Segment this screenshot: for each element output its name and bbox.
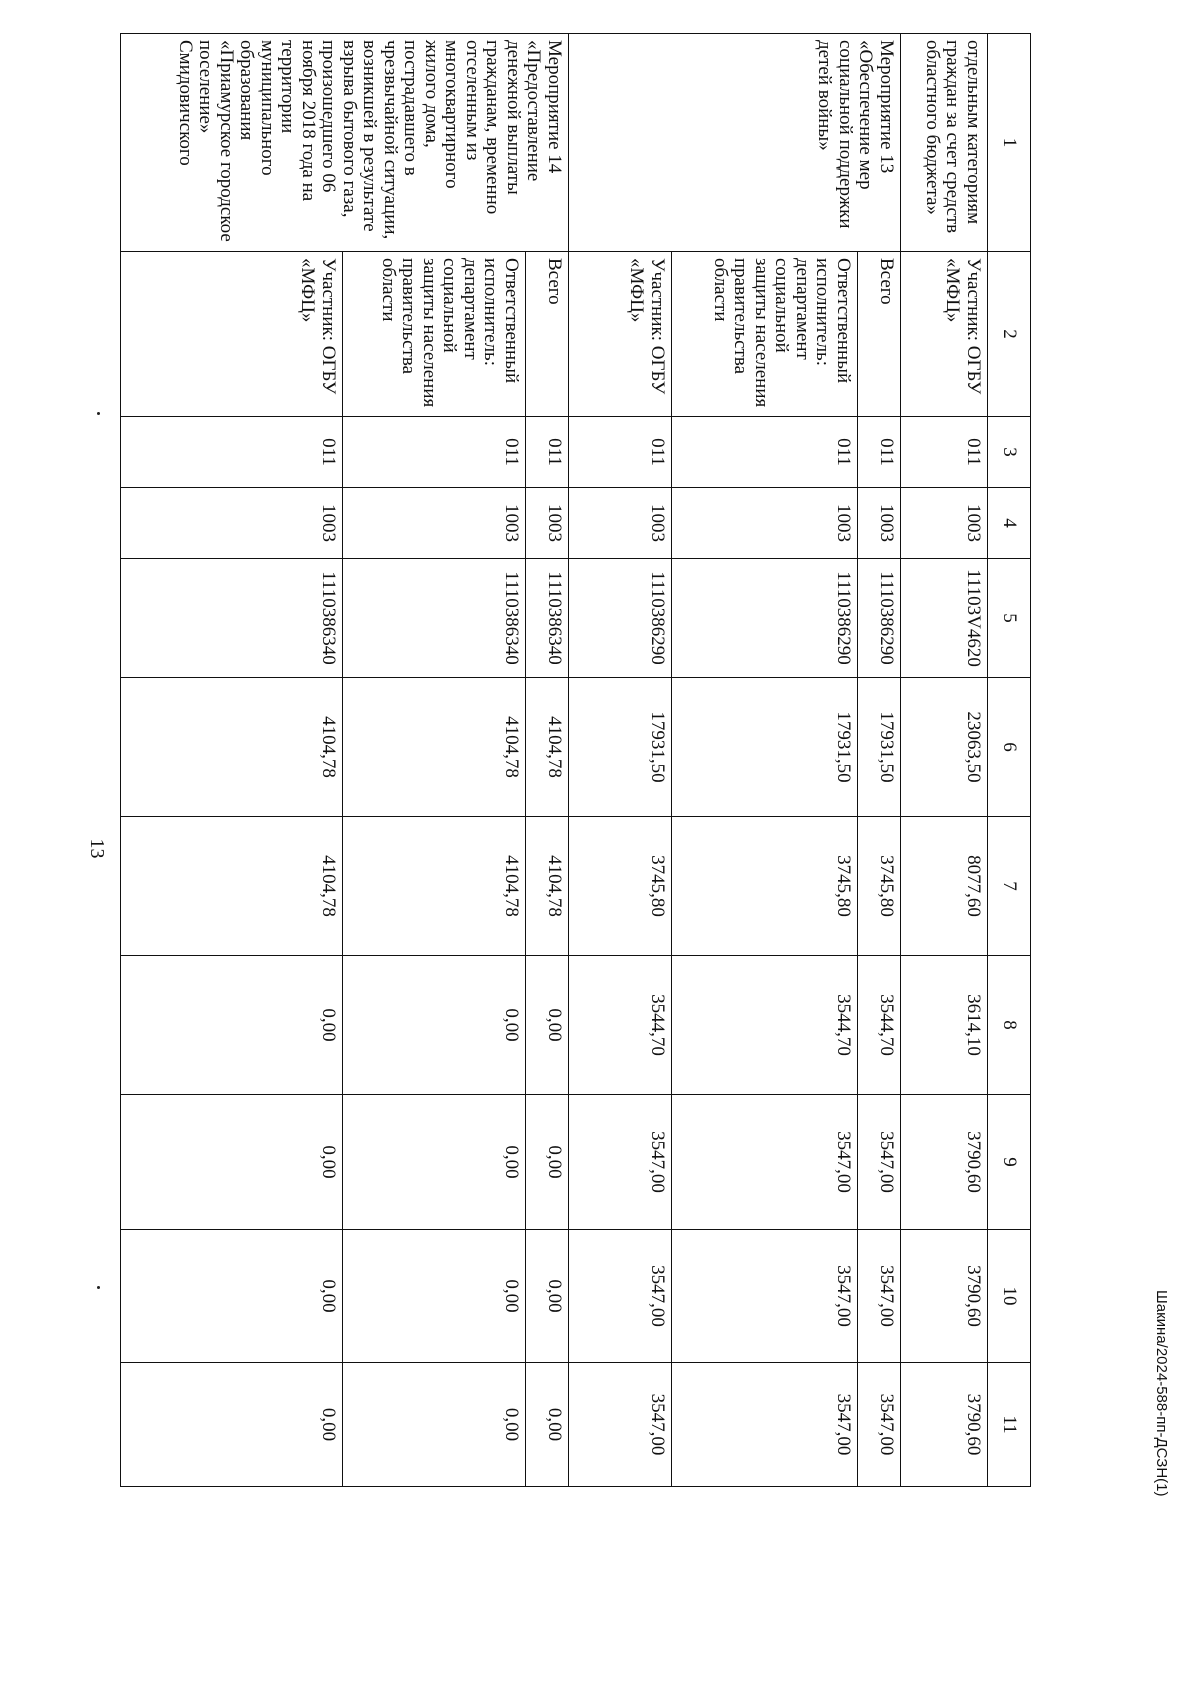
participant-cell: Ответственный исполнитель: департамент социальной защиты населения правительства области [672,252,858,417]
header-cell: 9 [988,1095,1031,1230]
value-cell: 1003 [901,488,988,559]
header-cell: 4 [988,488,1031,559]
value-cell: 3745,80 [569,817,672,956]
value-cell: 0,00 [121,956,343,1095]
value-cell: 17931,50 [672,678,858,817]
value-cell: 1110386290 [672,559,858,678]
table-row [569,34,672,1487]
value-cell: 3790,60 [901,1363,988,1487]
value-cell: 1110386340 [121,559,343,678]
value-cell: 3547,00 [858,1363,901,1487]
value-cell: 4104,78 [343,678,526,817]
value-cell: 3547,00 [858,1095,901,1230]
event-name-cell: Мероприятие 13 «Обеспечение мер социальной поддержки детей войны» [569,34,901,252]
participant-cell: Ответственный исполнитель: департамент социальной защиты населения правительства области [343,252,526,417]
table-row [343,34,526,1487]
value-cell: 3547,00 [569,1363,672,1487]
header-cell: 10 [988,1230,1031,1363]
value-cell: 3790,60 [901,1095,988,1230]
table-row [858,34,901,1487]
participant-cell: Всего [526,252,569,417]
table-row [121,34,343,1487]
value-cell: 4104,78 [121,817,343,956]
value-cell: 0,00 [343,1230,526,1363]
value-cell: 0,00 [343,1363,526,1487]
value-cell: 011 [526,417,569,488]
value-cell: 4104,78 [121,678,343,817]
value-cell: 3547,00 [672,1363,858,1487]
event-name-cell: Мероприятие 14 «Предоставление денежной выплаты гражданам, временно отселенным из многоквартирного жилого дома, пострадавшего в чрезвычайной ситуации, возникшей в результате взрыва бытового газа, произошедшего 06 ноября 2018 года на территории муниципального образования «Приамурское городское поселение» Смидовичского [121,34,569,252]
value-cell: 1110386290 [569,559,672,678]
value-cell: 0,00 [121,1095,343,1230]
value-cell: 3544,70 [672,956,858,1095]
value-cell: 3745,80 [672,817,858,956]
table-row [526,34,569,1487]
header-cell: 2 [988,252,1031,417]
value-cell: 4104,78 [343,817,526,956]
value-cell: 0,00 [526,1363,569,1487]
value-cell: 0,00 [121,1230,343,1363]
header-cell: 6 [988,678,1031,817]
header-cell: 8 [988,956,1031,1095]
header-cell: 7 [988,817,1031,956]
page-number: 13 [86,838,108,859]
value-cell: 011 [672,417,858,488]
value-cell: 0,00 [343,1095,526,1230]
participant-cell: Участник: ОГБУ «МФЦ» [121,252,343,417]
value-cell: 011 [858,417,901,488]
value-cell: 3544,70 [858,956,901,1095]
participant-cell: Участник: ОГБУ «МФЦ» [901,252,988,417]
value-cell: 17931,50 [858,678,901,817]
value-cell: 3544,70 [569,956,672,1095]
value-cell: 1003 [343,488,526,559]
value-cell: 3547,00 [672,1230,858,1363]
header-cell: 11 [988,1363,1031,1487]
value-cell: 1003 [672,488,858,559]
value-cell: 8077,60 [901,817,988,956]
participant-cell: Участник: ОГБУ «МФЦ» [569,252,672,417]
value-cell: 011 [121,417,343,488]
value-cell: 3547,00 [672,1095,858,1230]
header-cell: 5 [988,559,1031,678]
table-row [672,34,858,1487]
value-cell: 17931,50 [569,678,672,817]
value-cell: 011 [901,417,988,488]
value-cell: 1110386340 [343,559,526,678]
value-cell: 011 [343,417,526,488]
table-row [901,34,988,1487]
budget-table [120,33,1031,1487]
value-cell: 4104,78 [526,678,569,817]
value-cell: 1003 [569,488,672,559]
event-name-cell: отдельным категориям граждан за счет средств областного бюджета» [901,34,988,252]
header-cell: 3 [988,417,1031,488]
value-cell: 1110386290 [858,559,901,678]
value-cell: 3547,00 [569,1095,672,1230]
value-cell: 1110386340 [526,559,569,678]
value-cell: 3790,60 [901,1230,988,1363]
header-cell: 1 [988,34,1031,252]
value-cell: 0,00 [343,956,526,1095]
value-cell: 3614,10 [901,956,988,1095]
value-cell: 3547,00 [569,1230,672,1363]
value-cell: 0,00 [526,956,569,1095]
value-cell: 1003 [858,488,901,559]
value-cell: 0,00 [121,1363,343,1487]
participant-cell: Всего [858,252,901,417]
value-cell: 23063,50 [901,678,988,817]
value-cell: 1003 [121,488,343,559]
value-cell: 3745,80 [858,817,901,956]
value-cell: 11103V4620 [901,559,988,678]
document-code: Шакина/2024-588-пп-ДСЗН(1) [1153,1290,1170,1497]
value-cell: 1003 [526,488,569,559]
value-cell: 0,00 [526,1230,569,1363]
header-row [988,34,1031,1487]
value-cell: 0,00 [526,1095,569,1230]
value-cell: 4104,78 [526,817,569,956]
value-cell: 3547,00 [858,1230,901,1363]
value-cell: 011 [569,417,672,488]
